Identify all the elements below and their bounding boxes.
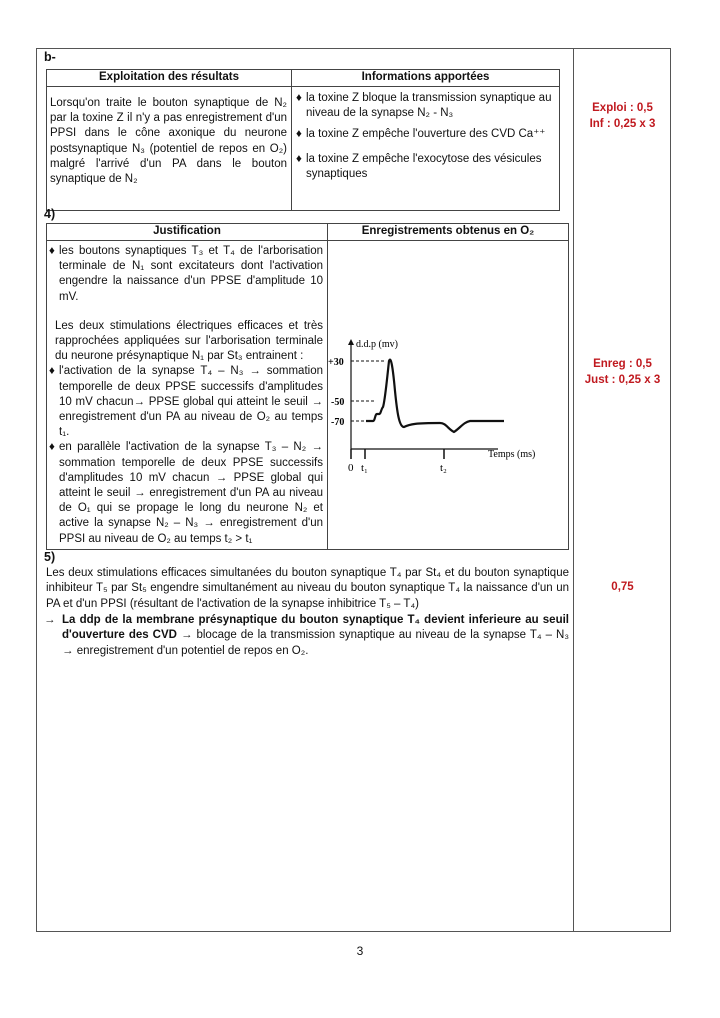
section-5-conclusion: → La ddp de la membrane présynaptique du bouton synaptique T₄ devient inferieure au seuil d'ouverture des CVD → blocage de la transmission synaptique au niveau de la synapse T₄ – N₃ → enregistrement d'un potentiel de repos en O₂.: [44, 614, 569, 657]
justification-bullet: ♦ en parallèle l'activation de la synapse T₃ – N₂ → sommation temporelle de deux PPSE successifs d'amplitudes 10 mV chacun → PPSE global qui atteint le seuil → enregistrement d'un PA au niveau de O₁ qui se propage le long du neurone N₂ et active la synapse N₂ – N₃ → enregistrement d'un PPSI au niveau de O₂ au temps t₂ > t₁: [49, 441, 323, 545]
x-tick-label: t₁: [361, 462, 368, 474]
justification-intro: Les deux stimulations électriques efficaces et très rapprochées appliquées sur l'arborisation terminale du neurone présynaptique N₁ par St₃ entrainent :: [55, 319, 323, 363]
x-tick-label: t₂: [440, 462, 447, 474]
page-number: 3: [356, 944, 364, 958]
grade-b: Exploi : 0,5 Inf : 0,25 x 3: [589, 102, 656, 130]
justification-cell: [47, 241, 328, 550]
justification-bullet: ♦ l'activation de la synapse T₄ – N₃ → sommation temporelle de deux PPSE successifs d'amplitudes 10 mV chacun→ PPSE global qui atteint le seuil → enregistrement d'un PA au niveau de O₂ au temps t₁.: [49, 365, 323, 439]
justification-header: Justification: [47, 224, 328, 241]
conclusion-bold: La ddp de la membrane présynaptique du bouton synaptique T₄ devient inferieure au seuil d'ouverture des CVD: [62, 614, 569, 642]
justification-bullet: ♦ les boutons synaptiques T₃ et T₄ de l'arborisation terminale de N₁ sont excitateurs dont l'activation engendre la naissance d'un PPSE d'amplitude 10 mV.: [49, 245, 323, 303]
informations-cell: [292, 87, 560, 211]
y-axis-arrow: [348, 339, 354, 345]
section-5-paragraph: Les deux stimulations efficaces simultanées du bouton synaptique T₄ par St₄ et du bouton synaptique inhibiteur T₅ par St₅ engendre simultanément au niveau du bouton synaptique T₄ la naissance d'un un PA et d'un PPSI (résultant de l'activation de la synapse inhibitrice T₅ – T₄): [46, 567, 569, 610]
potential-curve: [366, 360, 504, 432]
section-b-table: [46, 69, 560, 211]
y-axis-label: d.d.p (mv): [356, 339, 398, 350]
x-tick-label: 0: [348, 462, 354, 474]
graph-cell: [328, 241, 569, 550]
info-item: ♦ la toxine Z bloque la transmission synaptique au niveau de la synapse N₂ - N₃: [296, 92, 552, 120]
x-axis-label: Temps (ms): [488, 449, 536, 460]
info-item: ♦ la toxine Z empêche l'ouverture des CVD Ca⁺⁺: [296, 128, 546, 141]
section-b-label: b-: [44, 50, 56, 64]
informations-header: Informations apportées: [292, 70, 560, 87]
grade-column-divider: [573, 48, 574, 932]
info-item: ♦ la toxine Z empêche l'exocytose des vésicules synaptiques: [296, 152, 542, 180]
exploitation-cell: Lorsqu'on traite le bouton synaptique de N₂ par la toxine Z il n'y a pas enregistrement d'un PPSI dans le cône axonique du neurone postsynaptique N₃ (potentiel de repos en O₂) malgré l'arrivé d'un PA dans le bouton synaptique de N₂: [47, 87, 292, 211]
enregistrements-header: Enregistrements obtenus en O₂: [328, 224, 569, 241]
section-5-label: 5): [44, 550, 56, 564]
grade-5: 0,75: [611, 581, 634, 593]
conclusion-rest: → blocage de la transmission synaptique au niveau de la synapse T₄ – N₃ → enregistrement d'un potentiel de repos en O₂.: [62, 629, 569, 657]
section-4-table: [46, 223, 569, 550]
y-tick-label: +30: [328, 357, 344, 368]
grade-4: Enreg : 0,5 Just : 0,25 x 3: [584, 358, 661, 386]
y-tick-label: -50: [331, 397, 345, 408]
section-4-label: 4): [44, 207, 56, 221]
y-tick-label: -70: [331, 417, 345, 428]
exploitation-header: Exploitation des résultats: [47, 70, 292, 87]
membrane-potential-graph: [328, 241, 568, 541]
